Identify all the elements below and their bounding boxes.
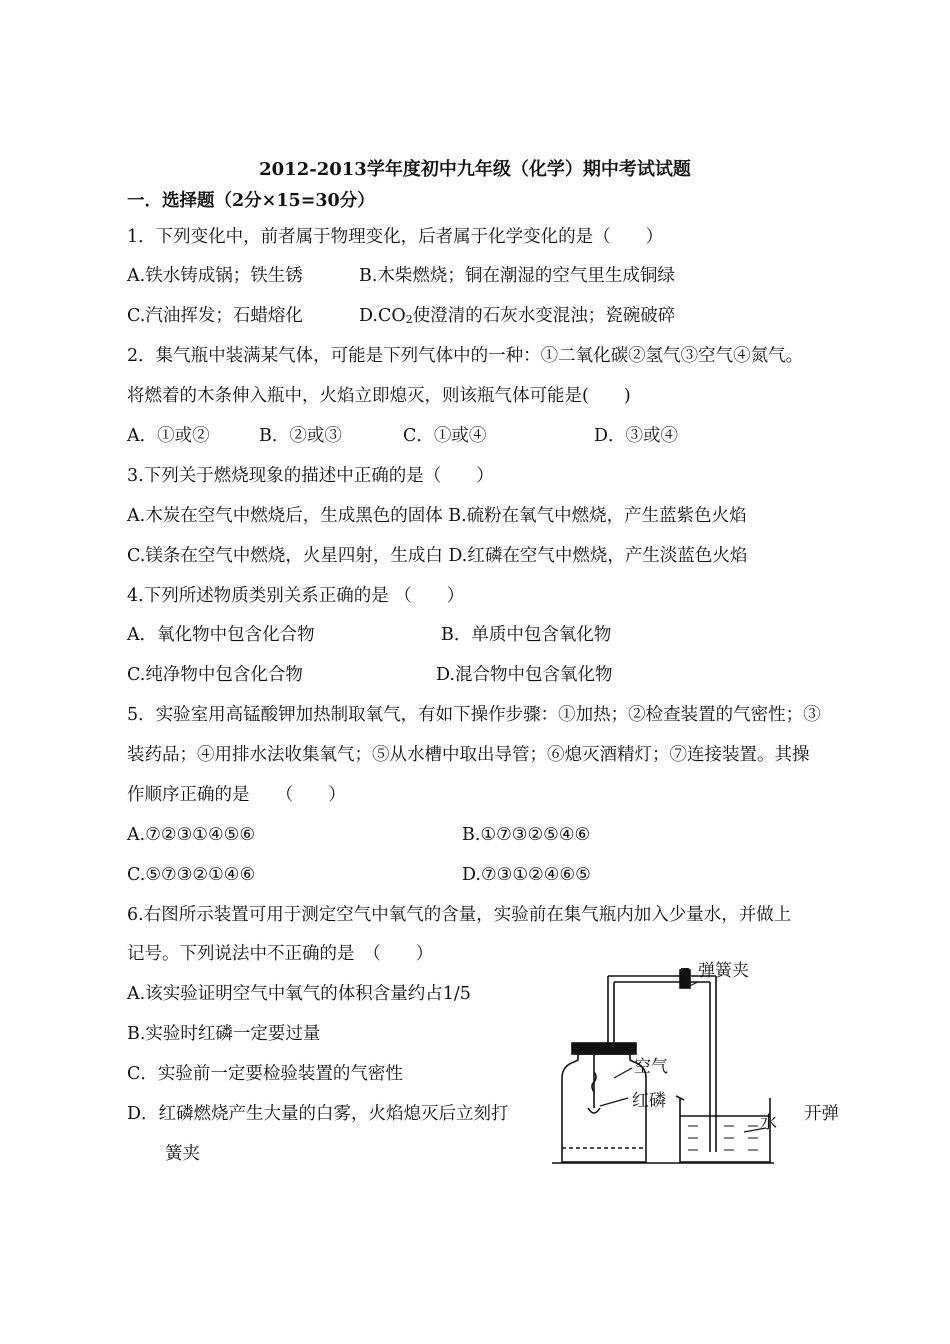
q4-option-b: B．单质中包含氧化物	[441, 625, 612, 645]
q5-option-c: C.⑤⑦③②①④⑥	[127, 865, 256, 885]
q4-option-d: D.混合物中包含氧化物	[436, 665, 613, 685]
q6-stem-line1: 6.右图所示装置可用于测定空气中氧气的含量，实验前在集气瓶内加入少量水，并做上	[127, 905, 792, 925]
q5-stem-line3: 作顺序正确的是 （ ）	[127, 785, 346, 805]
q6-option-c: C．实验前一定要检验装置的气密性	[127, 1064, 403, 1084]
air-label: 空气	[634, 1057, 668, 1077]
stopper	[572, 1043, 636, 1054]
q3-stem: 3.下列关于燃烧现象的描述中正确的是（ ）	[127, 466, 494, 486]
q1-option-a: A.铁水铸成锅；铁生锈	[127, 266, 303, 286]
clamp-knob	[681, 968, 689, 970]
clamp-label: 弹簧夹	[698, 961, 749, 981]
q1-option-d: $D.CO_2$使澄清的石灰水变混浊；瓷碗破碎	[359, 306, 676, 326]
q3-options-ab: A.木炭在空气中燃烧后，生成黑色的固体 B.硫粉在氧气中燃烧，产生蓝紫色火焰	[127, 506, 747, 526]
q5-option-d: D.⑦③①②④⑥⑤	[462, 865, 591, 885]
phosphorus-pointer	[600, 1098, 628, 1106]
q1-option-c: C.汽油挥发；石蜡熔化	[127, 306, 303, 326]
q2-option-a: A．①或②	[127, 426, 210, 446]
q5-stem-line1: 5．实验室用高锰酸钾加热制取氧气，有如下操作步骤：①加热；②检查装置的气密性；③	[127, 705, 821, 725]
q2-option-d: D．③或④	[594, 426, 679, 446]
air-pointer	[614, 1068, 632, 1078]
q5-option-a: A.⑦②③①④⑤⑥	[127, 825, 256, 845]
q5-stem-line2: 装药品；④用排水法收集氧气；⑤从水槽中取出导管；⑥熄灭酒精灯；⑦连接装置。其操	[127, 745, 810, 765]
q4-option-a: A．氧化物中包含化合物	[127, 625, 315, 645]
q4-option-c: C.纯净物中包含化合物	[127, 665, 303, 685]
clamp-body	[680, 970, 690, 988]
q6-stem-line2: 记号。下列说法中不正确的是 （ ）	[127, 944, 434, 964]
q2-stem-line2: 将燃着的木条伸入瓶中，火焰立即熄灭，则该瓶气体可能是( )	[127, 386, 631, 406]
q2-stem-line1: 2．集气瓶中装满某气体，可能是下列气体中的一种：①二氧化碳②氢气③空气④氮气。	[127, 346, 804, 366]
q6-option-d-line1: D．红磷燃烧产生大量的白雾，火焰熄灭后立刻打	[127, 1104, 509, 1124]
oxygen-measurement-apparatus	[548, 961, 778, 1168]
q6-option-d-line2: 簧夹	[165, 1144, 200, 1164]
section-heading: 一．选择题（2分×15=30分）	[127, 191, 375, 211]
water-label: 水	[760, 1113, 777, 1133]
combustion-spoon	[588, 1108, 600, 1113]
q2-option-c: C．①或④	[403, 426, 487, 446]
q6-option-b: B.实验时红磷一定要过量	[127, 1024, 321, 1044]
water-dashes	[688, 1126, 758, 1150]
q6-option-d-tail: 开弹	[804, 1104, 839, 1124]
q2-option-b: B．②或③	[259, 426, 342, 446]
q6-option-a: A.该实验证明空气中氧气的体积含量约占1/5	[127, 984, 471, 1004]
phosphorus-label: 红磷	[632, 1091, 666, 1111]
q5-option-b: B.①⑦③②⑤④⑥	[462, 825, 591, 845]
q1-stem: 1．下列变化中，前者属于物理变化，后者属于化学变化的是（ ）	[127, 227, 664, 247]
q4-stem: 4.下列所述物质类别关系正确的是 （ ）	[127, 586, 465, 606]
exam-title: 2012-2013学年度初中九年级（化学）期中考试试题	[259, 159, 691, 180]
q1-option-b: B.木柴燃烧；铜在潮湿的空气里生成铜绿	[359, 266, 675, 286]
q3-options-cd: C.镁条在空气中燃烧，火星四射，生成白 D.红磷在空气中燃烧，产生淡蓝色火焰	[127, 546, 748, 566]
